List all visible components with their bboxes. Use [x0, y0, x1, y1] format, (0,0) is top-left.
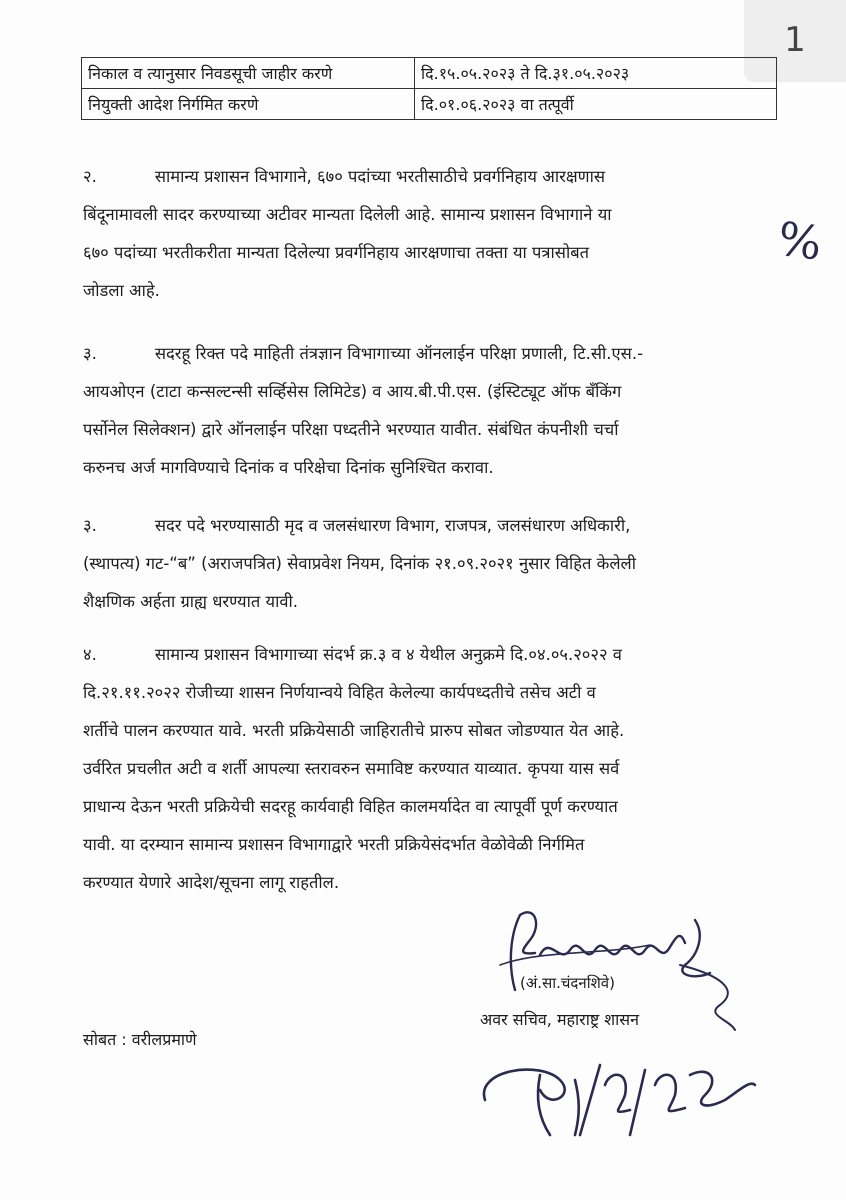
paragraph-line: ३. सदर पदे भरण्यासाठी मृद व जलसंधारण विभाग, राजपत्र, जलसंधारण अधिकारी,: [83, 516, 631, 535]
paragraph-line: शैक्षणिक अर्हता ग्राह्य धरण्यात यावी.: [83, 592, 299, 611]
paragraph-number: ३.: [83, 516, 97, 535]
schedule-table: [81, 57, 777, 120]
paragraph-number: ३.: [83, 344, 97, 363]
paragraph-line: यावी. या दरम्यान सामान्य प्रशासन विभागाद्वारे भरती प्रक्रियेसंदर्भात वेळोवेळी निर्गमित: [83, 835, 585, 854]
paragraph-line: (स्थापत्य) गट-“ब” (अराजपत्रित) सेवाप्रवेश नियम, दिनांक २१.०९.२०२१ नुसार विहित केलेली: [83, 554, 636, 573]
table-cell-date: दि.०१.०६.२०२३ वा तत्पूर्वी: [415, 89, 777, 120]
paragraph-line: बिंदूनामावली सादर करण्याच्या अटीवर मान्यता दिलेली आहे. सामान्य प्रशासन विभागाने या: [83, 205, 612, 224]
paragraph-3b: [83, 507, 763, 621]
table-cell-task: निकाल व त्यानुसार निवडसूची जाहीर करणे: [82, 58, 415, 89]
paragraph-2: [83, 158, 763, 310]
paragraph-4: [83, 636, 763, 902]
signatory-designation: अवर सचिव, महाराष्ट्र शासन: [480, 1010, 639, 1029]
paragraph-line: ६७० पदांच्या भरतीकरीता मान्यता दिलेल्या प्रवर्गनिहाय आरक्षणाचा तक्ता या पत्रासोबत: [83, 243, 590, 262]
paragraph-line: करण्यात येणारे आदेश/सूचना लागू राहतील.: [83, 873, 340, 892]
paragraph-3: [83, 335, 763, 487]
handwritten-date: [480, 1040, 770, 1140]
paragraph-line: उर्वरित प्रचलीत अटी व शर्ती आपल्या स्तरावरुन समाविष्ट करण्यात याव्यात. कृपया यास सर्व: [83, 759, 620, 778]
paragraph-number: २.: [83, 167, 97, 186]
page-number: 1: [784, 20, 806, 60]
paragraph-line: ३. सदरहू रिक्त पदे माहिती तंत्रज्ञान विभागाच्या ऑनलाईन परिक्षा प्रणाली, टि.सी.एस.-: [83, 344, 644, 363]
signatory-name: (अं.सा.चंदनशिवे): [520, 974, 615, 992]
paragraph-line: शर्तीचे पालन करण्यात यावे. भरती प्रक्रियेसाठी जाहिरातीचे प्रारुप सोबत जोडण्यात येत आहे.: [83, 721, 625, 740]
table-row: [82, 89, 777, 120]
table-cell-task: नियुक्ती आदेश निर्गमित करणे: [82, 89, 415, 120]
table-cell-date: दि.१५.०५.२०२३ ते दि.३१.०५.२०२३: [415, 58, 777, 89]
paragraph-number: ४.: [83, 645, 97, 664]
margin-annotation: %: [774, 211, 826, 271]
table-row: [82, 58, 777, 89]
paragraph-line: दि.२१.११.२०२२ रोजीच्या शासन निर्णयान्वये विहित केलेल्या कार्यपध्दतीचे तसेच अटी व: [83, 683, 596, 702]
paragraph-line: प्राधान्य देऊन भरती प्रक्रियेची सदरहू कार्यवाही विहित कालमर्यादेत वा त्यापूर्वी पूर्ण करण्यात: [83, 797, 618, 816]
paragraph-line: जोडला आहे.: [83, 281, 160, 300]
paragraph-line: पर्सोनेल सिलेक्शन) द्वारे ऑनलाईन परिक्षा पध्दतीने भरण्यात यावीत. संबंधित कंपनीशी चर्चा: [83, 420, 619, 439]
paragraph-line: २. सामान्य प्रशासन विभागाने, ६७० पदांच्या भरतीसाठीचे प्रवर्गनिहाय आरक्षणास: [83, 167, 606, 186]
paragraph-line: ४. सामान्य प्रशासन विभागाच्या संदर्भ क्र.३ व ४ येथील अनुक्रमे दि.०४.०५.२०२२ व: [83, 645, 622, 664]
paragraph-line: करुनच अर्ज मागविण्याचे दिनांक व परिक्षेचा दिनांक सुनिश्चित करावा.: [83, 458, 494, 477]
enclosure-note: सोबत : वरीलप्रमाणे: [83, 1030, 197, 1049]
paragraph-line: आयओएन (टाटा कन्सल्टन्सी सर्व्हिसेस लिमिटेड) व आय.बी.पी.एस. (इंस्टिट्यूट ऑफ बँकिंग: [83, 382, 622, 401]
